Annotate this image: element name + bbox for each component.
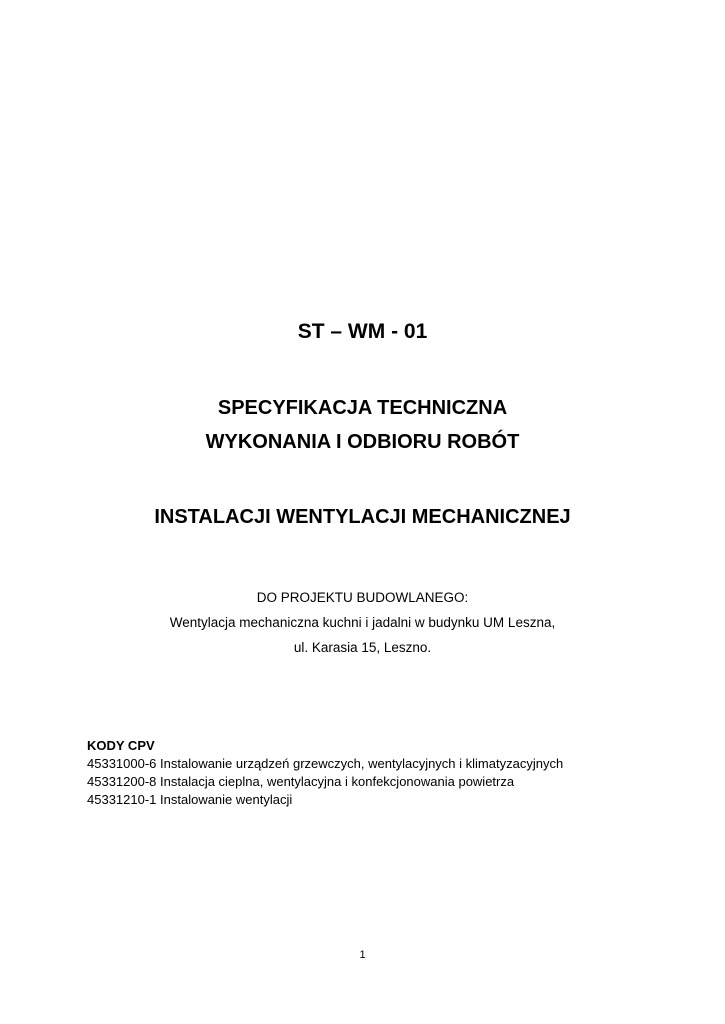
document-code: ST – WM - 01 <box>297 320 428 343</box>
project-address: ul. Karasia 15, Leszno. <box>293 640 432 655</box>
title-line-1: SPECYFIKACJA TECHNICZNA <box>217 397 508 419</box>
cpv-heading: KODY CPV <box>87 738 155 753</box>
project-description: Wentylacja mechaniczna kuchni i jadalni w budynku UM Leszna, <box>169 615 556 630</box>
title-line-3: INSTALACJI WENTYLACJI MECHANICZNEJ <box>154 506 571 528</box>
project-heading: DO PROJEKTU BUDOWLANEGO: <box>256 590 469 605</box>
cpv-list <box>87 755 687 809</box>
cpv-item: 45331000-6 Instalowanie urządzeń grzewczych, wentylacyjnych i klimatyzacyjnych <box>87 756 564 771</box>
cpv-item: 45331200-8 Instalacja cieplna, wentylacyjna i konfekcjonowania powietrza <box>87 774 515 789</box>
cpv-item: 45331210-1 Instalowanie wentylacji <box>87 792 293 807</box>
page-number: 1 <box>359 949 366 961</box>
cpv-section <box>87 737 687 809</box>
title-line-2: WYKONANIA I ODBIORU ROBÓT <box>205 431 520 453</box>
